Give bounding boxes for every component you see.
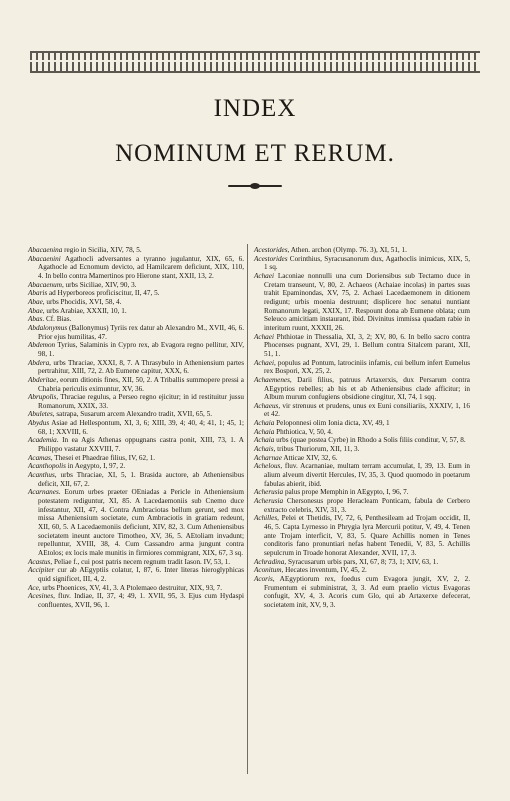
entry-references: cur ab AEgyptiis colatur, I, 87, 6. Inter literas hieroglyphicas quid significet, III, 4, 2. <box>38 566 244 583</box>
index-entry <box>28 281 244 290</box>
index-entry <box>28 471 244 488</box>
index-entry <box>28 436 244 453</box>
entry-headword: Abuletes <box>28 410 53 419</box>
entry-references: , fluv. Indiae, II, 37, 4; 49, 1. XVII, 95, 3. Ejus cum Hydaspi confluentes, XVII, 96, 1. <box>38 592 244 609</box>
entry-references: Phthiotae in Thessalia, XI, 3, 2; XV, 80, 6. In bello sacro contra Phocenses pugnant, XVI, 29, 1. Bellum contra Sitalcem parant, XII, 51, 1. <box>264 332 470 358</box>
entry-headword: Abderitae <box>28 375 57 384</box>
index-entry <box>28 255 244 281</box>
index-entry <box>28 376 244 393</box>
left-column <box>28 246 244 610</box>
entry-headword: Abdalonymus <box>28 323 68 332</box>
index-entry <box>254 558 470 567</box>
index-entry <box>28 324 244 341</box>
entry-headword: Abacaenum <box>28 280 62 289</box>
index-entry <box>28 393 244 410</box>
entry-references: palus prope Memphin in AEgypto, I, 96, 7. <box>283 488 409 497</box>
entry-headword: Aconitum <box>254 566 282 575</box>
entry-headword: Achaia <box>254 419 275 428</box>
index-entry <box>28 488 244 557</box>
entry-headword: Acestorides <box>254 254 288 263</box>
index-entry <box>254 566 470 575</box>
entry-headword: Ace <box>28 583 39 592</box>
entry-references: , vir strenuus et prudens, unus ex Euni consiliariis, XXXIV, 1, 16 et 42. <box>264 401 470 419</box>
entry-headword: Acanthus <box>28 471 55 480</box>
entry-headword: Acamas <box>28 453 51 462</box>
entry-headword: Acoris <box>254 574 273 583</box>
entry-references: , Darii filius, patruus Artaxerxis, dux Persarum contra AEgyptios rebelles; ab his et ab Atheniensibus clade afficitur; in Album murum confugiens obsidione cingitur, XI, 74, 1 sqq. <box>264 375 470 402</box>
index-entry <box>28 566 244 583</box>
entry-headword: Abacaenini <box>28 254 61 263</box>
entry-references: , urbs Siciliae, XIV, 90, 3. <box>61 280 137 289</box>
entry-references: , Syracusarum urbis pars, XI, 67, 8; 73, 1; XIV, 63, 1. <box>284 557 439 566</box>
entry-references: Atticae XIV, 32, 6. <box>281 453 338 462</box>
index-entry <box>254 402 470 419</box>
entry-headword: Abydus <box>28 419 50 428</box>
entry-references: , Athen. archon (Olymp. 76. 3), XI, 51, 1. <box>287 246 407 254</box>
index-entry <box>254 514 470 557</box>
entry-headword: Accipiter <box>28 566 55 575</box>
index-entry <box>254 462 470 488</box>
index-title: INDEX <box>213 95 297 122</box>
entry-references: , urbs Phoenices, XV, 41, 3. A Ptolemaeo destruitur, XIX, 93, 7. <box>38 583 223 592</box>
index-entry <box>28 592 244 609</box>
entry-headword: Acarnanes <box>28 488 59 497</box>
index-entry <box>254 497 470 514</box>
entry-headword: Abacaenina <box>28 246 63 254</box>
entry-references: , tribus Thuriorum, XII, 11, 3. <box>273 445 360 454</box>
entry-headword: Achaeus <box>254 401 279 410</box>
entry-headword: Abdera <box>28 358 50 367</box>
entry-references: ad Hyperboreos proficiscitur, II, 47, 5. <box>47 289 160 298</box>
index-entry <box>28 359 244 376</box>
index-entry <box>28 298 244 307</box>
index-entry <box>28 246 244 255</box>
entry-headword: Acharnae <box>254 453 282 462</box>
entry-headword: Acestorides <box>254 246 288 254</box>
entry-references: Chersonesus prope Heracleam Ponticam, fabula de Cerbero extracto celebris, XIV, 31, 3. <box>264 497 470 514</box>
entry-references: , populus ad Pontum, latrociniis infamis, cui bellum infert Eumelus rex Bospori, XX, 25, 2. <box>264 358 470 376</box>
title-rule <box>228 185 282 187</box>
entry-headword: Achelous <box>254 462 281 471</box>
entry-references: Phthiotica, V, 50, 4. <box>274 427 333 436</box>
entry-references: in Aegypto, I, 97, 2. <box>65 462 126 471</box>
index-entry <box>28 462 244 471</box>
entry-headword: Acastus <box>28 557 51 566</box>
index-entry <box>254 359 470 376</box>
entry-references: (Ballonymus) Tyriis rex datur ab Alexandro M., XVII, 46, 6. Prior ejus humilitas, 47. <box>38 323 244 341</box>
entry-references: , urbs Arabiae, XXXII, 10, 1. <box>42 306 127 315</box>
entry-references: , satrapa, Susarum arcem Alexandro tradit, XVII, 65, 5. <box>52 410 213 419</box>
entry-headword: Acherusia <box>254 497 284 506</box>
entry-references: urbs (quae postea Cyrbe) in Rhodo a Solis filiis conditur, V, 57, 8. <box>274 436 466 445</box>
index-entry <box>28 289 244 298</box>
index-entry <box>28 315 244 324</box>
index-entry <box>254 428 470 437</box>
entry-references: Asiae ad Hellespontum, XI, 3, 6; XIII, 39, 4; 40, 4; 41, 1; 45, 1; 68, 1; XXVIII, 6. <box>38 419 244 436</box>
entry-headword: Achaemenes <box>254 375 290 384</box>
entry-headword: Acesines <box>28 592 54 601</box>
index-entry <box>28 584 244 593</box>
entry-headword: Achais <box>254 445 274 454</box>
index-subtitle: NOMINUM ET RERUM. <box>115 140 395 167</box>
index-entry <box>28 410 244 419</box>
entry-references: , AEgyptiorum rex, foedus cum Evagora jungit, XV, 2, 2. Frumentum ei subministrat, 3, 3. Ad eum praelio victus Evagoras confugit, XV, 4, 3. Acoris cum Glo, qui ab Artaxerxe defecerat, societatem init, XV, 9, 3. <box>264 574 470 609</box>
entry-headword: Abae <box>28 306 43 315</box>
entry-references: , Thraciae regulus, a Perseo regno ejicitur; in id restituitur jussu Romanorum, XXIX, 33. <box>38 393 244 410</box>
index-entry <box>28 454 244 463</box>
index-entry <box>254 255 470 272</box>
entry-references: Tyrius, Salaminis in Cypro rex, ab Evagora regno pellitur, XIV, 98, 1. <box>38 341 244 358</box>
index-entry <box>254 488 470 497</box>
index-entry <box>28 307 244 316</box>
index-entry <box>254 272 470 333</box>
index-entry <box>254 575 470 610</box>
index-entry <box>28 419 244 436</box>
index-entry <box>254 246 470 255</box>
index-entry <box>28 558 244 567</box>
entry-references: , urbs Phocidis, XVI, 58, 4. <box>42 297 122 306</box>
entry-references: , urbs Thraciae, XXXI, 8, 7. A Thrasybulo in Atheniensium partes pertrahitur, XIII, 72, 2. Ab Eumene capitur, XXX, 6. <box>38 358 244 376</box>
entry-headword: Academia <box>28 436 57 445</box>
entry-references: . Cf. Bias. <box>42 315 72 324</box>
entry-headword: Achradina <box>254 557 285 566</box>
index-entry <box>254 333 470 359</box>
header-ornament <box>30 51 480 73</box>
entry-references: , Hecates inventum, IV, 45, 2. <box>281 566 367 575</box>
entry-headword: Abaris <box>28 289 48 298</box>
entry-headword: Achaei <box>254 332 274 341</box>
entry-headword: Achaia <box>254 427 275 436</box>
entry-headword: Abas <box>28 315 43 324</box>
entry-references: Laconiae nonnulli una cum Doriensibus sub Tectamo duce in Cretam transeunt, V, 80, 2. Achaeos (Achaiae incolas) in partes suas trahit Epaminondas, XV, 75, 2. Achaei Lacedaemonem in ditionem redigunt; urbis moenia destruunt; displicere hoc senatui nuntiant Romanorum legati, XXIX, 17. Respount dona ab Eumene oblata; cum Seleuco amicitiam instaurant, ibid. Divinitus immissa quadam rabie in interitum ruunt, XXXII, 26. <box>264 271 470 332</box>
index-entry <box>254 454 470 463</box>
entry-references: . In ea Agis Athenas oppugnans castra ponit, XIII, 73, 1. A Philippo vastatur XXVIII, 7. <box>38 436 244 454</box>
entry-headword: Acherusia <box>254 488 284 497</box>
entry-headword: Abae <box>28 297 43 306</box>
entry-headword: Acanthopolis <box>28 462 66 471</box>
entry-headword: Achaei <box>254 271 274 280</box>
entry-references: , urbs Thraciae, XI, 5, 1. Brasida auctore, ab Atheniensibus deficit, XII, 67, 2. <box>38 471 244 488</box>
right-column <box>254 246 470 610</box>
entry-headword: Abdemon <box>28 341 56 350</box>
index-entry <box>254 419 470 428</box>
entry-references: , eorum ditionis fines, XII, 50, 2. A Triballis summopere pressi a Chabria periculis eximuntur, XV, 36. <box>38 375 244 393</box>
index-entry <box>254 436 470 445</box>
entry-references: regio in Sicilia, XIV, 78, 5. <box>62 246 142 254</box>
entry-references: Agathocli adversantes a tyranno jugulantur, XIX, 65, 6. Agathocle ad Ecnomum devicto, ad Hamilcarem deficiunt, XIX, 110, 4. In bello contra Mamertinos pro Hierone stant, XXII, 13, 2. <box>38 254 244 280</box>
entry-references: , Thesei et Phaedrae filius, IV, 62, 1. <box>50 453 156 462</box>
entry-references: Corinthius, Syracusanorum dux, Agathoclis inimicus, XIX, 5, 1 sq. <box>264 254 470 272</box>
entry-references: , Pelei et Thetidis, IV, 72, 6, Penthesileam ad Trojam occidit, II, 46, 5. Capta Lyrnesso in Phrygia lyra Mercurii potitur, V, 49, 4. Tenen ante Trojam interficit, V, 83, 5. Quare Achillis nomen in Tenes conditoris fano pronuntiari nefas habent Tenedii, V, 83, 5. Achillis sepulcrum in Troade honorat Alexander, XVII, 17, 3. <box>264 514 470 557</box>
column-divider <box>247 244 248 774</box>
entry-references: , fluv. Acarnaniae, multam terram accumulat, I, 39, 13. Eum in alium alveum divertit Hercules, IV, 35, 3. Quod quomodo in poetarum fabulas abierit, ibid. <box>264 462 470 488</box>
index-entry <box>254 376 470 402</box>
index-entry <box>28 341 244 358</box>
entry-references: Peloponnesi olim Ionia dicta, XV, 49, 1 <box>274 419 390 428</box>
entry-headword: Abrupolis <box>28 393 57 402</box>
index-entry <box>254 445 470 454</box>
entry-references: , Peliae f., cui post patris necem regnum tradit Iason. IV, 53, 1. <box>50 557 231 566</box>
entry-headword: Achaei <box>254 358 274 367</box>
entry-references: . Eorum urbes praeter OEniadas a Pericle in Atheniensium potestatem rediguntur, XI, 85. A Lacedaemoniis sub Cnemo duce infestantur, XII, 47, 4. Contra Ambraciotas bellum gerunt, sed mox missa Atheniensium societate, cum Ambraciotis in gratiam redeunt, XII, 60, 5. A Lacedaemoniis deficiunt, XIV, 82, 3. Cum Atheniensibus societatem ineunt auctore Timotheo, XV, 36, 5. AEtoliam invadunt; repelluntur, XVIII, 38, 4. Cum Cassandro arma jungunt contra AEtolos; ex locis male munitis in firmiores commigrant, XIX, 67, 3 sq. <box>38 488 244 557</box>
entry-headword: Achaia <box>254 436 275 445</box>
entry-headword: Achilles <box>254 514 278 523</box>
